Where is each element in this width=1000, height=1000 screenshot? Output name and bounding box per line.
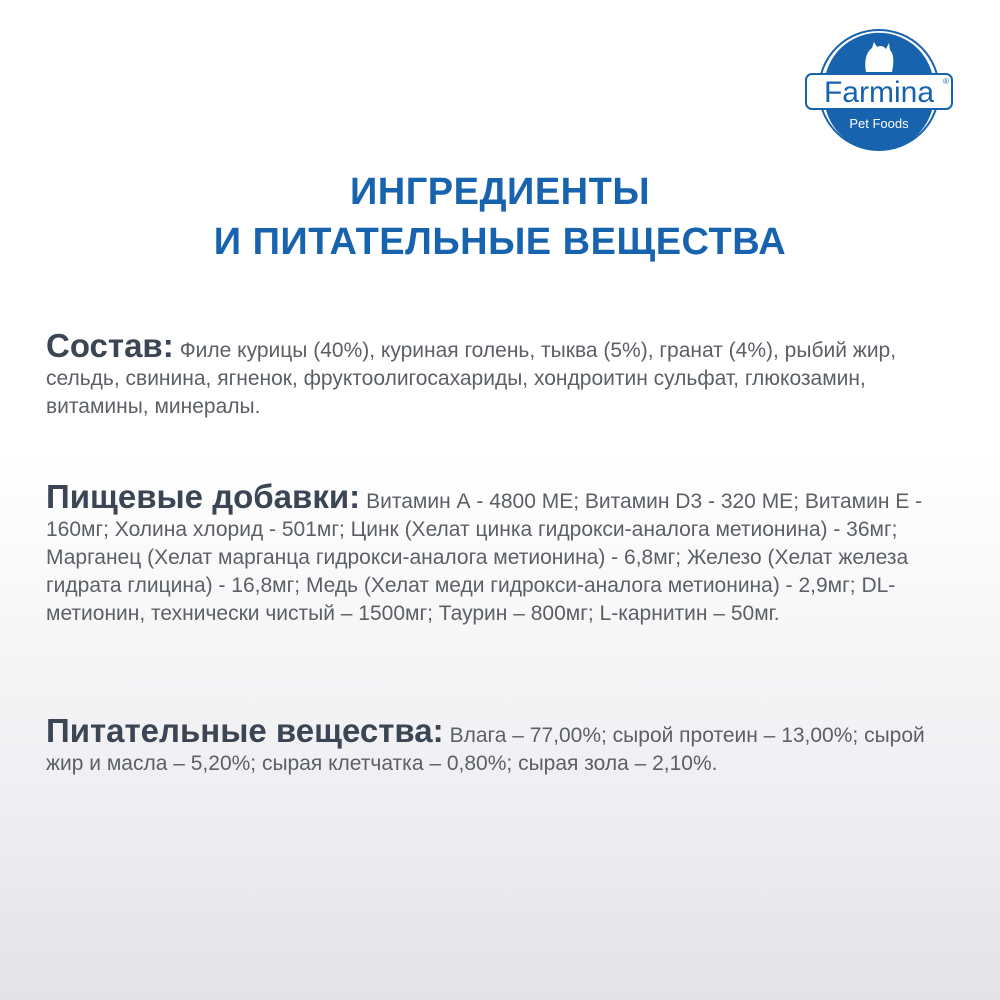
composition-label: Состав: (46, 327, 174, 364)
additives-label: Пищевые добавки: (46, 478, 361, 515)
nutrients-section (46, 712, 956, 778)
nutrients-text: Влага – 77,00%; сырой протеин – 13,00%; сырой жир и масла – 5,20%; сырая клетчатка – 0,80%; сырая зола – 2,10%. (46, 724, 925, 775)
title-line-1: ИНГРЕДИЕНТЫ (349, 171, 651, 213)
additives-section (46, 478, 956, 628)
composition-section (46, 327, 956, 421)
page-title (0, 167, 1000, 267)
logo-sub-text: Pet Foods (849, 116, 909, 131)
additives-text: Витамин А - 4800 МЕ; Витамин D3 - 320 МЕ; Витамин Е - 160мг; Холина хлорид - 501мг; Цинк (Хелат цинка гидрокси-аналога метионина) - 36мг; Марганец (Хелат марганца гидрокси-аналога метионина) - 6,8мг; Железо (Хелат железа гидрата глицина) - 16,8мг; Медь (Хелат меди гидрокси-аналога метионина) - 2,9мг; DL-метионин, технически чистый – 1500мг; Таурин – 800мг; L-карнитин – 50мг. (46, 490, 923, 625)
logo-registered-mark: ® (943, 77, 949, 86)
composition-text: Филе курицы (40%), куриная голень, тыква (5%), гранат (4%), рыбий жир, сельдь, свинина, ягненок, фруктоолигосахариды, хондроитин сульфат, глюкозамин, витамины, минералы. (46, 339, 897, 418)
nutrients-label: Питательные вещества: (46, 712, 444, 749)
title-line-2: И ПИТАТЕЛЬНЫЕ ВЕЩЕСТВА (213, 221, 787, 263)
logo-brand-text: Farmina (823, 76, 935, 109)
farmina-logo (804, 28, 954, 153)
